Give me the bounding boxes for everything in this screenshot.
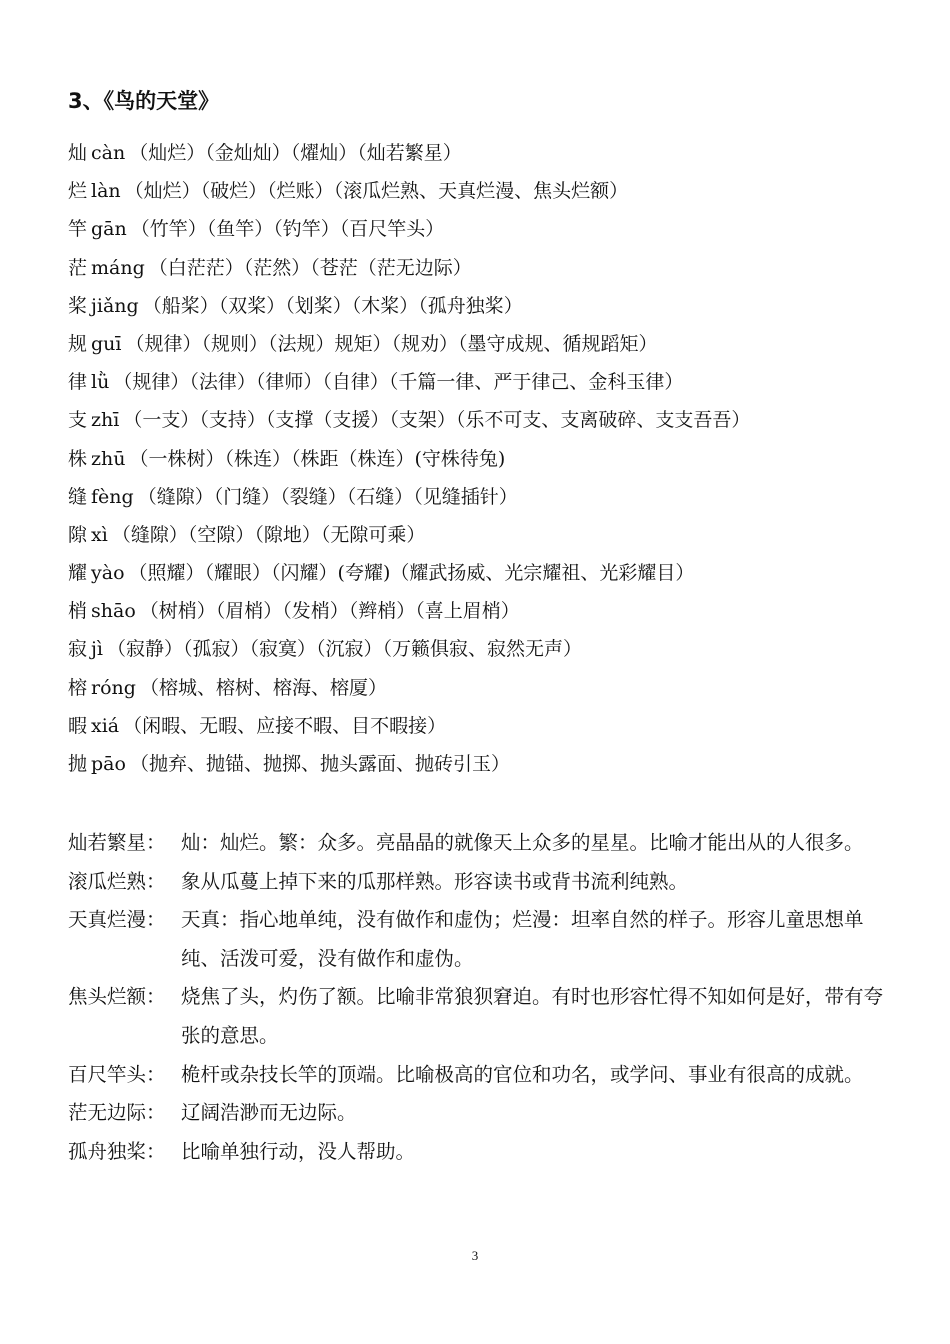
vocab-char: 株 [68,447,88,470]
lesson-title: 3、《鸟的天堂》 [68,89,220,113]
vocab-pinyin: zhī [91,409,120,432]
vocab-words: （船桨）（双桨）（划桨）（木桨）（孤舟独桨） [142,294,523,317]
vocab-char: 灿 [68,142,88,164]
vocab-words: （树梢）（眉梢）（发梢）（辫梢）（喜上眉梢） [139,600,520,623]
vocab-char: 抛 [68,753,88,775]
vocab-line [68,405,750,443]
vocab-pinyin: máng [91,256,145,279]
vocab-pinyin: guī [91,332,122,355]
idiom-entry [68,863,888,902]
vocab-line [68,482,750,520]
vocab-char: 茫 [68,256,88,279]
vocab-words: （一株树）（株连）（株距（株连）(守株待兔) [129,447,506,470]
idiom-definition: 象从瓜蔓上掉下来的瓜那样熟。形容读书或背书流利纯熟。 [181,869,689,893]
vocab-pinyin: shāo [91,600,136,623]
vocab-line [68,520,750,558]
idiom-term: 灿若繁星： [68,831,166,854]
vocab-char: 缝 [68,485,88,508]
idiom-definition: 灿：灿烂。繁：众多。亮晶晶的就像天上众多的星星。比喻才能出从的人很多。 [181,831,864,854]
vocab-char: 支 [68,409,88,432]
vocab-line [68,444,750,482]
vocab-words: （灿烂）（金灿灿）（燿灿）（灿若繁星） [129,142,462,164]
vocab-line [68,367,750,405]
vocab-words: （竹竿）（鱼竿）（钓竿）（百尺竿头） [130,218,445,241]
vocab-line [68,253,750,291]
vocab-words: （照耀）（耀眼）（闪耀）(夸耀)（耀武扬威、光宗耀祖、光彩耀目） [128,562,695,585]
vocab-pinyin: xiá [91,714,120,737]
idiom-definition: 烧焦了头，灼伤了额。比喻非常狼狈窘迫。有时也形容忙得不知如何是好，带有夸张的意思。 [181,985,884,1047]
vocab-words: （榕城、榕树、榕海、榕厦） [139,676,387,699]
vocab-line [68,214,750,252]
idiom-entry [68,824,888,863]
vocab-line [68,329,750,367]
vocab-char: 烂 [68,180,88,203]
vocab-char: 暇 [68,714,88,737]
vocab-words: （规律）（规则）（法规）规矩）（规劝）（墨守成规、循规蹈矩） [125,332,658,355]
idiom-entry [68,1133,888,1172]
idiom-definition: 辽阔浩渺而无边际。 [181,1101,357,1125]
idiom-entry [68,1094,888,1133]
idiom-definition: 桅杆或杂技长竿的顶端。比喻极高的官位和功名，或学问、事业有很高的成就。 [181,1062,864,1086]
vocab-words: （灿烂）（破烂）（烂账）（滚瓜烂熟、天真烂漫、焦头烂额） [124,180,629,203]
vocab-words: （缝隙）（空隙）（隙地）（无隙可乘） [111,523,426,546]
idiom-entry [68,978,888,1055]
vocabulary-list [68,138,750,787]
vocab-pinyin: jì [91,638,103,661]
vocab-line [68,749,750,787]
vocab-line [68,291,750,329]
idiom-term: 焦头烂额： [68,985,166,1009]
vocab-pinyin: làn [91,180,121,203]
vocab-pinyin: zhū [91,447,126,470]
vocab-char: 隙 [68,523,88,546]
page-number: 3 [471,1248,479,1263]
idiom-entry [68,901,888,978]
vocab-line [68,711,750,749]
vocab-words: （抛弃、抛锚、抛掷、抛头露面、抛砖引玉） [129,753,510,775]
idiom-entry [68,1056,888,1095]
vocab-pinyin: fèng [91,485,134,508]
vocab-pinyin: pāo [91,753,126,775]
vocab-char: 律 [68,371,88,394]
vocab-words: （寂静）（孤寂）（寂寞）（沉寂）（万籁俱寂、寂然无声） [106,638,582,661]
vocab-char: 梢 [68,600,88,623]
vocab-pinyin: jiǎng [91,294,139,317]
vocab-line [68,138,750,176]
idiom-term: 孤舟独桨： [68,1139,166,1163]
idiom-term: 茫无边际： [68,1101,166,1125]
vocab-char: 桨 [68,294,88,317]
vocab-char: 耀 [68,562,88,585]
vocab-words: （缝隙）（门缝）（裂缝）（石缝）（见缝插针） [137,485,518,508]
vocab-char: 竿 [68,218,88,241]
vocab-words: （一支）（支持）（支撑（支援）（支架）（乐不可支、支离破碎、支支吾吾） [123,409,751,432]
vocab-char: 寂 [68,638,88,661]
idiom-definitions [68,824,888,1171]
idiom-definition: 天真：指心地单纯，没有做作和虚伪；烂漫：坦率自然的样子。形容儿童思想单纯、活泼可爱，没有做作和虚伪。 [181,908,864,970]
idiom-term: 百尺竿头： [68,1062,166,1086]
vocab-char: 榕 [68,676,88,699]
vocab-pinyin: róng [91,676,136,699]
vocab-words: （白茫茫）（茫然）（苍茫（茫无边际） [148,256,472,279]
vocab-words: （闲暇、无暇、应接不暇、目不暇接） [123,714,447,737]
vocab-pinyin: càn [91,142,126,164]
idiom-definition: 比喻单独行动，没人帮助。 [181,1139,416,1163]
vocab-pinyin: xì [91,523,108,546]
vocab-pinyin: yào [91,562,125,585]
idiom-term: 滚瓜烂熟： [68,869,166,893]
vocab-pinyin: lǜ [91,371,110,394]
idiom-term: 天真烂漫： [68,908,166,932]
vocab-line [68,558,750,596]
vocab-char: 规 [68,332,88,355]
vocab-words: （规律）（法律）（律师）（自律）（千篇一律、严于律己、金科玉律） [113,371,684,394]
vocab-line [68,596,750,634]
vocab-line [68,634,750,672]
vocab-line [68,176,750,214]
vocab-pinyin: gān [91,218,127,241]
vocab-line [68,673,750,711]
